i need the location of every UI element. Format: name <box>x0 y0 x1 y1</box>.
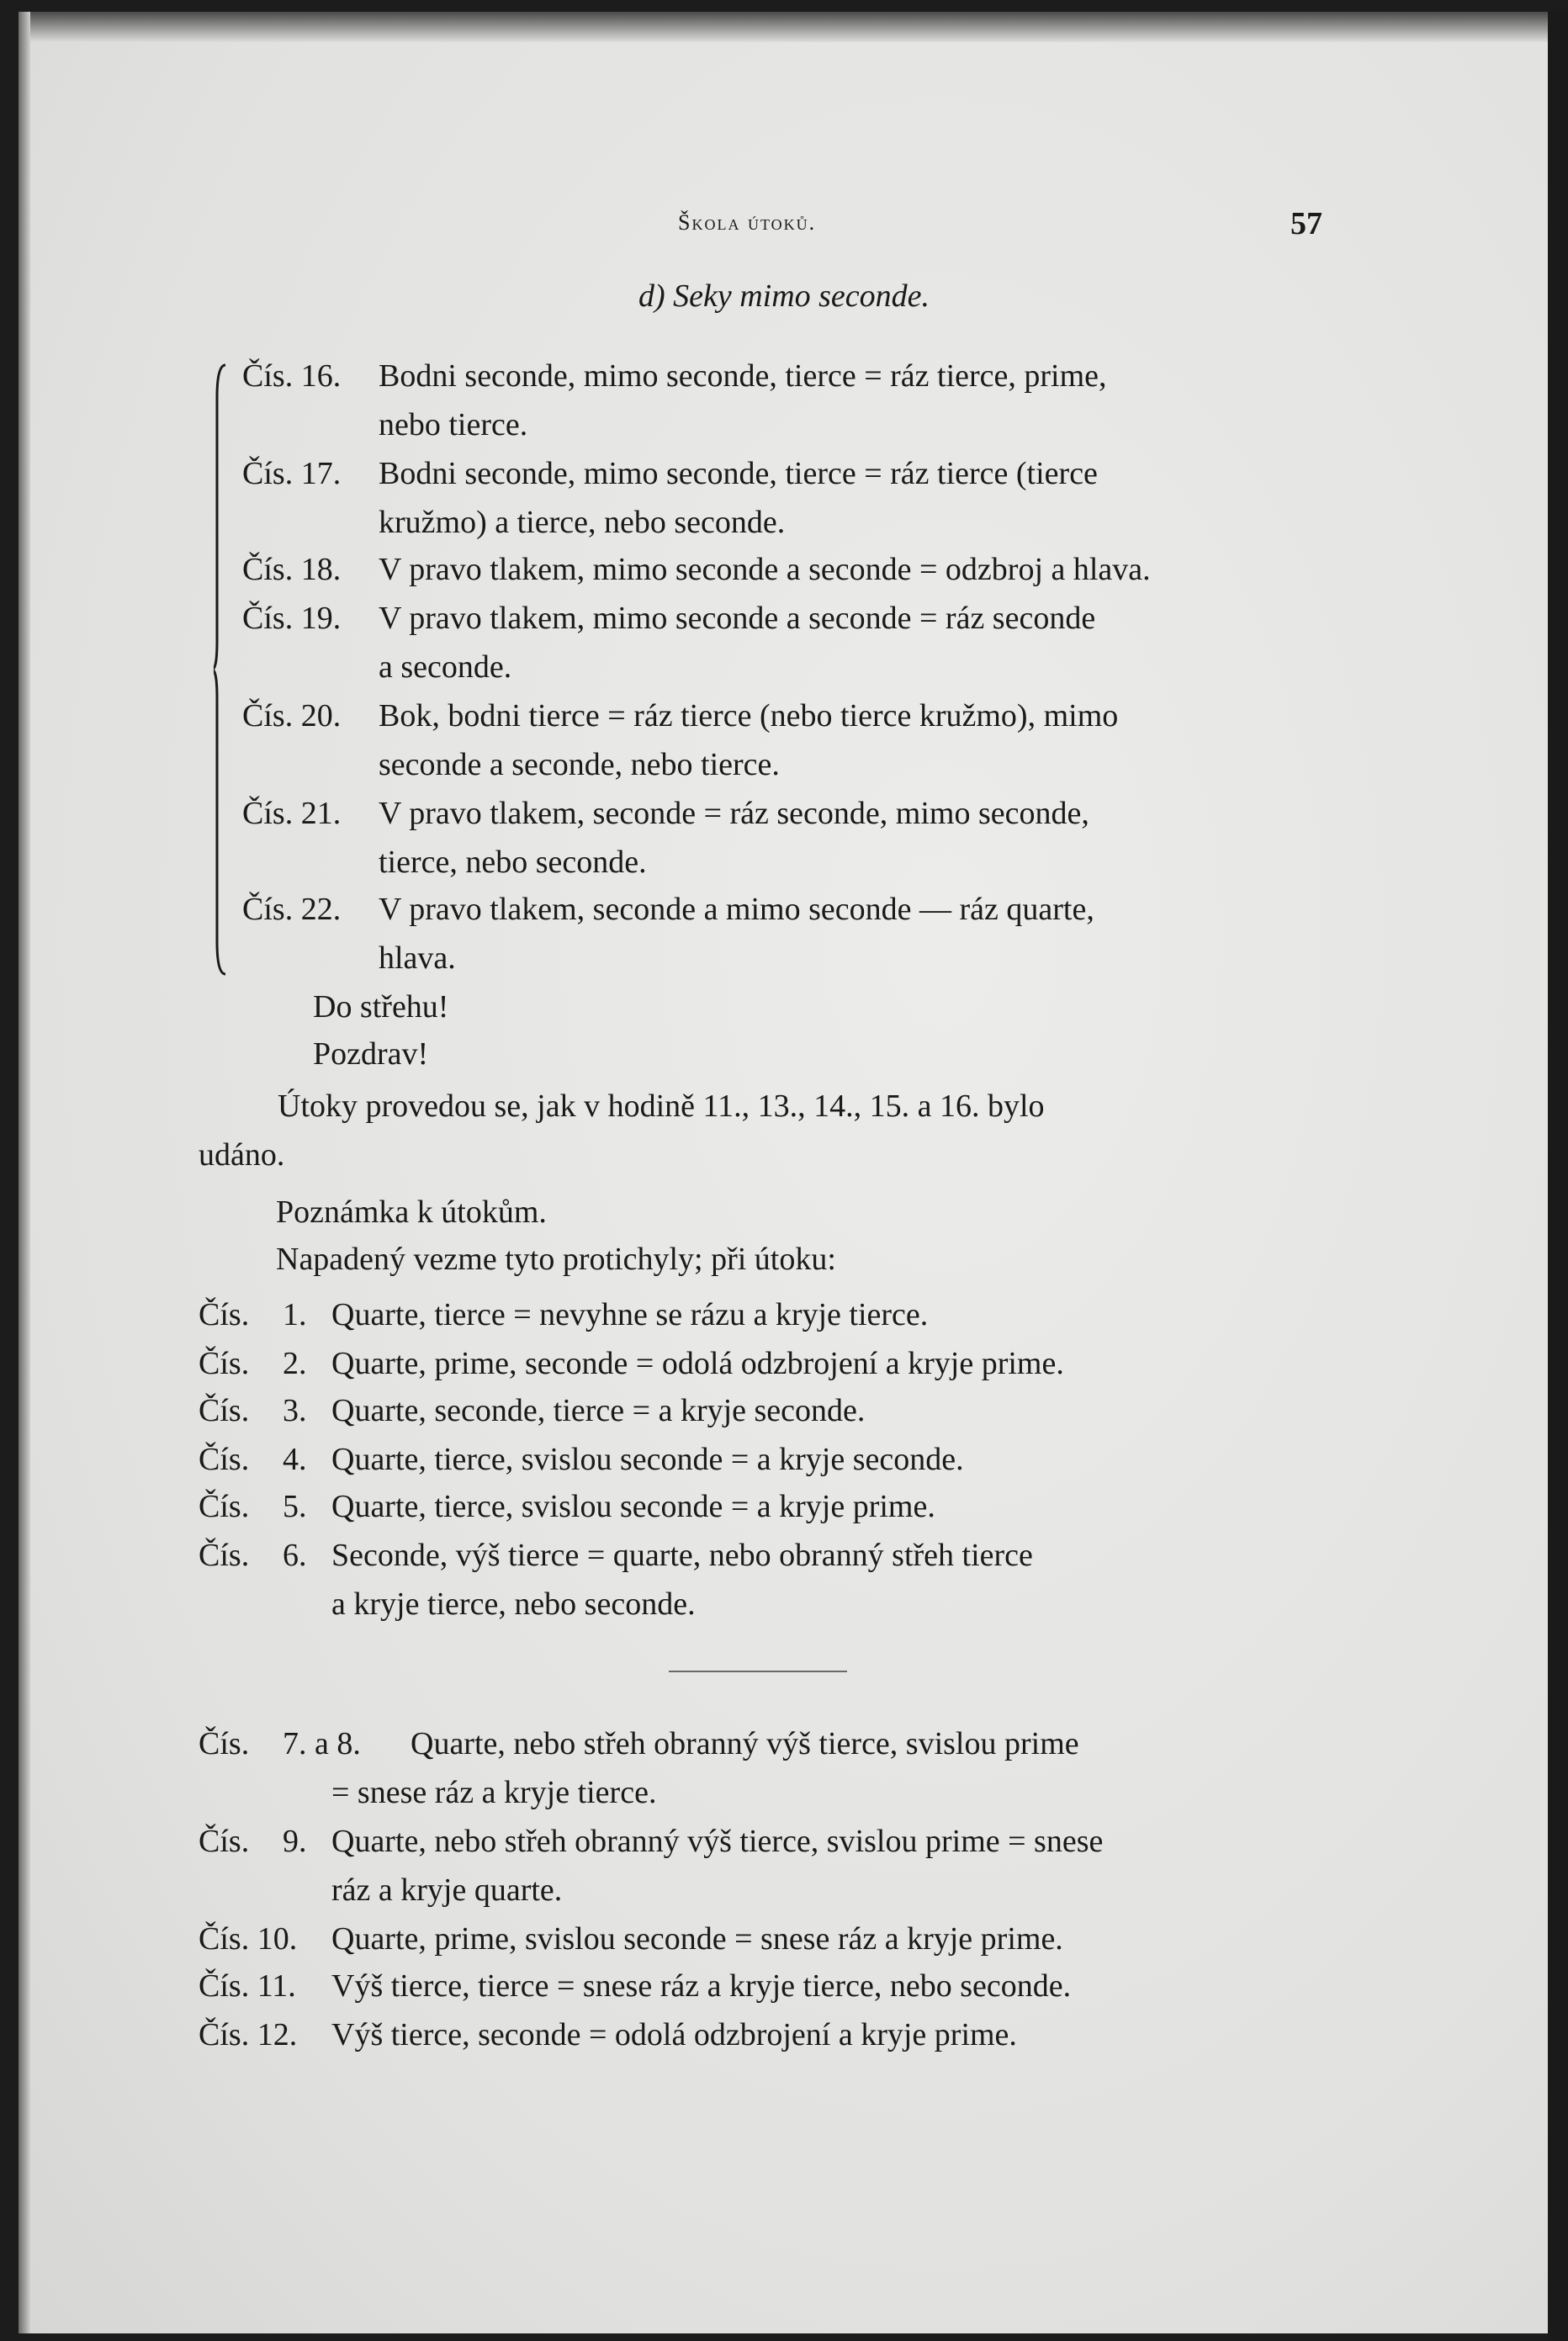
item-text: kružmo) a tierce, nebo seconde. <box>379 505 786 540</box>
item-text: V pravo tlakem, mimo seconde a seconde = odzbroj a hlava. <box>379 552 1151 587</box>
item-text: V pravo tlakem, seconde a mimo seconde — ráz quarte, <box>379 892 1094 927</box>
command-line: Pozdrav! <box>313 1036 429 1072</box>
item-text: Quarte, tierce = nevyhne se rázu a kryje tierce. <box>331 1297 929 1332</box>
item-text: Quarte, tierce, svislou seconde = a kryje prime. <box>331 1489 935 1524</box>
item-text: hlava. <box>379 940 456 976</box>
item-number: 7. a 8. <box>283 1726 361 1761</box>
item-label: Čís. 10. <box>199 1921 298 1957</box>
item-text: Quarte, prime, seconde = odolá odzbrojení a kryje prime. <box>331 1346 1064 1381</box>
item-text: Quarte, tierce, svislou seconde = a kryje seconde. <box>331 1442 964 1477</box>
item-text: nebo tierce. <box>379 407 528 442</box>
item-label: Čís. <box>199 1297 250 1332</box>
item-text: Quarte, seconde, tierce = a kryje seconde. <box>331 1393 866 1428</box>
item-text: Výš tierce, seconde = odolá odzbrojení a kryje prime. <box>331 2017 1017 2052</box>
item-text: seconde a seconde, nebo tierce. <box>379 747 780 782</box>
item-label: Čís. <box>199 1538 250 1573</box>
note-title: Poznámka k útokům. <box>276 1194 547 1230</box>
page-number: 57 <box>1290 206 1322 241</box>
item-text: Bodni seconde, mimo seconde, tierce = ráz tierce, prime, <box>379 358 1107 394</box>
item-label: Čís. 22. <box>242 892 342 927</box>
item-label: Čís. <box>199 1489 250 1524</box>
section-title: d) Seky mimo seconde. <box>638 278 930 314</box>
item-text: = snese ráz a kryje tierce. <box>331 1775 657 1810</box>
item-label: Čís. <box>199 1726 250 1761</box>
item-text: ráz a kryje quarte. <box>331 1872 563 1908</box>
item-number: 4. <box>283 1442 307 1477</box>
section-divider <box>669 1671 847 1672</box>
running-title: Škola útoků. <box>678 210 817 235</box>
item-label: Čís. <box>199 1824 250 1859</box>
item-label: Čís. <box>199 1346 250 1381</box>
item-text: tierce, nebo seconde. <box>379 845 647 880</box>
item-label: Čís. 21. <box>242 796 342 831</box>
paragraph-line: udáno. <box>199 1137 285 1173</box>
note-intro: Napadený vezme tyto protichyly; při útoku: <box>276 1242 836 1277</box>
item-number: 2. <box>283 1346 307 1381</box>
item-label: Čís. 17. <box>242 456 342 491</box>
command-line: Do střehu! <box>313 989 449 1025</box>
item-text: Quarte, nebo střeh obranný výš tierce, svislou prime <box>411 1726 1079 1761</box>
item-label: Čís. 12. <box>199 2017 298 2052</box>
item-text: a kryje tierce, nebo seconde. <box>331 1586 696 1622</box>
item-number: 6. <box>283 1538 307 1573</box>
item-label: Čís. 11. <box>199 1968 296 2004</box>
scan-edge-top <box>19 12 1558 42</box>
item-label: Čís. 19. <box>242 601 342 636</box>
item-number: 9. <box>283 1824 307 1859</box>
item-text: Bodni seconde, mimo seconde, tierce = ráz tierce (tierce <box>379 456 1098 491</box>
page-header <box>0 206 1568 244</box>
item-text: Bok, bodni tierce = ráz tierce (nebo tierce kružmo), mimo <box>379 698 1119 734</box>
item-number: 3. <box>283 1393 307 1428</box>
item-label: Čís. 18. <box>242 552 342 587</box>
item-number: 5. <box>283 1489 307 1524</box>
item-text: Výš tierce, tierce = snese ráz a kryje tierce, nebo seconde. <box>331 1968 1072 2004</box>
item-label: Čís. <box>199 1393 250 1428</box>
item-text: Quarte, nebo střeh obranný výš tierce, svislou prime = snese <box>331 1824 1104 1859</box>
item-number: 1. <box>283 1297 307 1332</box>
item-text: a seconde. <box>379 649 512 685</box>
item-text: Quarte, prime, svislou seconde = snese ráz a kryje prime. <box>331 1921 1063 1957</box>
item-label: Čís. <box>199 1442 250 1477</box>
item-text: V pravo tlakem, seconde = ráz seconde, mimo seconde, <box>379 796 1089 831</box>
item-label: Čís. 16. <box>242 358 342 394</box>
scan-edge-left <box>19 12 30 2333</box>
curly-brace <box>214 363 230 976</box>
item-text: Seconde, výš tierce = quarte, nebo obranný střeh tierce <box>331 1538 1033 1573</box>
item-text: V pravo tlakem, mimo seconde a seconde = ráz seconde <box>379 601 1096 636</box>
item-label: Čís. 20. <box>242 698 342 734</box>
scan-edge-right <box>1548 12 1568 2341</box>
paragraph-line: Útoky provedou se, jak v hodině 11., 13., 14., 15. a 16. bylo <box>278 1088 1045 1124</box>
